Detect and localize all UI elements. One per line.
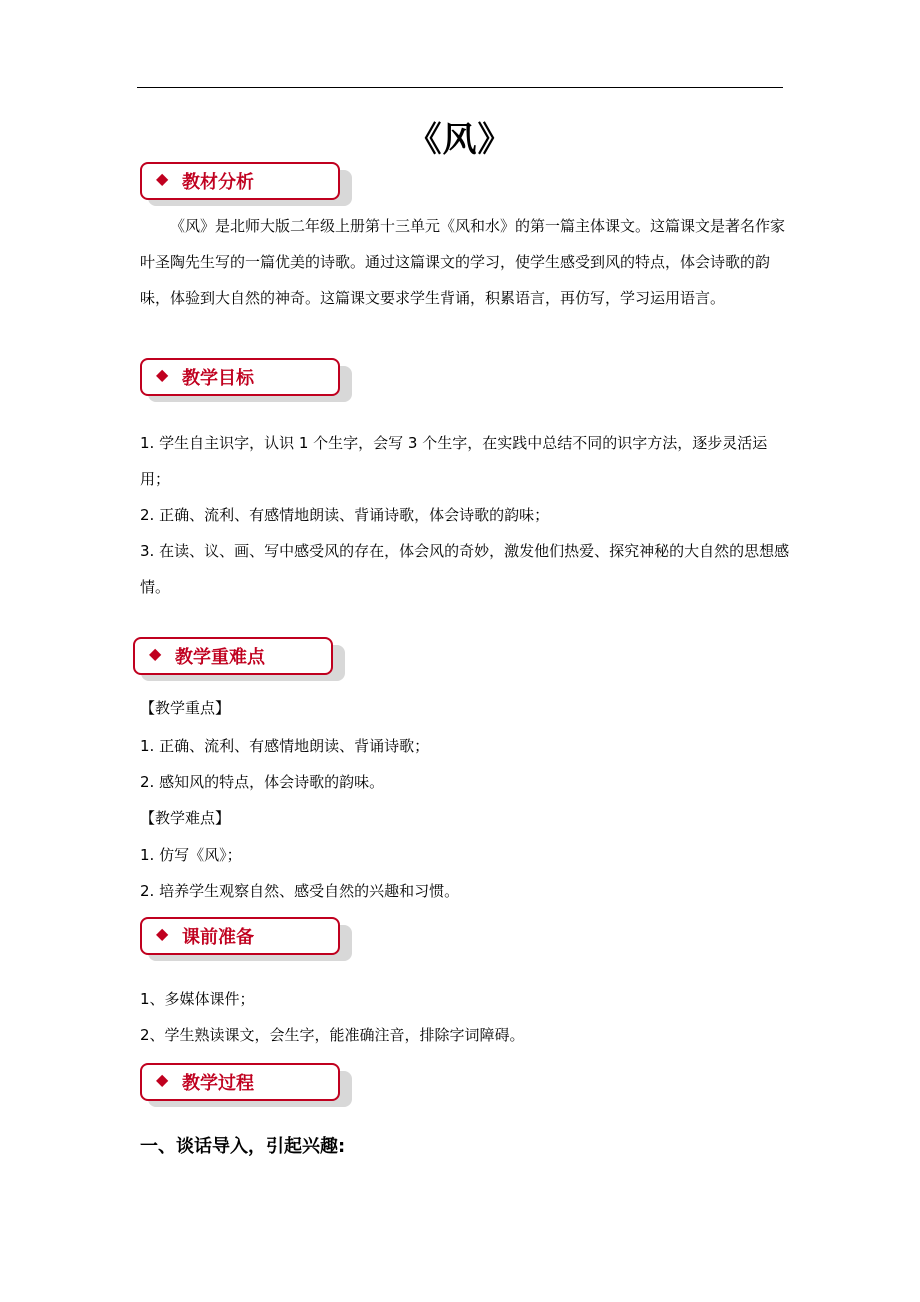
section-heading-preparation xyxy=(140,917,354,959)
section-heading-label: 教材分析 xyxy=(182,172,254,193)
difficulty-item-1: 1. 仿写《风》； xyxy=(140,846,242,864)
section-heading-key-points xyxy=(133,637,347,679)
diamond-bullet-icon: ◆ xyxy=(149,644,162,663)
section-heading-label: 课前准备 xyxy=(182,927,254,948)
diamond-bullet-icon: ◆ xyxy=(156,365,169,384)
section-heading-label: 教学过程 xyxy=(182,1073,254,1094)
process-step-1-heading: 一、谈话导入，引起兴趣: xyxy=(140,1136,346,1157)
section-heading-goals xyxy=(140,358,354,400)
section-heading-process xyxy=(140,1063,354,1105)
preparation-item-2: 2、学生熟读课文，会生字，能准确注音，排除字词障碍。 xyxy=(140,1026,525,1044)
page-title: 《风》 xyxy=(407,120,513,160)
goal-item-3: 3. 在读、议、画、写中感受风的存在，体会风的奇妙，激发他们热爱、探究神秘的大自然的思想感情。 xyxy=(140,542,790,596)
analysis-paragraph: 《风》是北师大版二年级上册第十三单元《风和水》的第一篇主体课文。这篇课文是著名作家叶圣陶先生写的一篇优美的诗歌。通过这篇课文的学习，使学生感受到风的特点，体会诗歌的韵味，体验到大自然的神奇。这篇课文要求学生背诵，积累语言，再仿写，学习运用语言。 xyxy=(140,217,786,307)
preparation-item-1: 1、多媒体课件； xyxy=(140,990,255,1008)
goal-item-1: 1. 学生自主识字，认识 1 个生字，会写 3 个生字，在实践中总结不同的识字方法，逐步灵活运用； xyxy=(140,434,768,488)
focus-item-1: 1. 正确、流利、有感情地朗读、背诵诗歌； xyxy=(140,737,430,755)
difficulty-item-2: 2. 培养学生观察自然、感受自然的兴趣和习惯。 xyxy=(140,882,460,900)
difficulty-label: 【教学难点】 xyxy=(140,809,231,827)
goal-item-2: 2. 正确、流利、有感情地朗读、背诵诗歌，体会诗歌的韵味； xyxy=(140,506,550,524)
section-heading-analysis xyxy=(140,162,354,204)
focus-item-2: 2. 感知风的特点，体会诗歌的韵味。 xyxy=(140,773,385,791)
section-heading-label: 教学重难点 xyxy=(175,647,265,668)
diamond-bullet-icon: ◆ xyxy=(156,169,169,188)
header-rule xyxy=(137,87,783,88)
section-heading-label: 教学目标 xyxy=(182,368,254,389)
focus-label: 【教学重点】 xyxy=(140,699,231,717)
diamond-bullet-icon: ◆ xyxy=(156,1070,169,1089)
diamond-bullet-icon: ◆ xyxy=(156,924,169,943)
